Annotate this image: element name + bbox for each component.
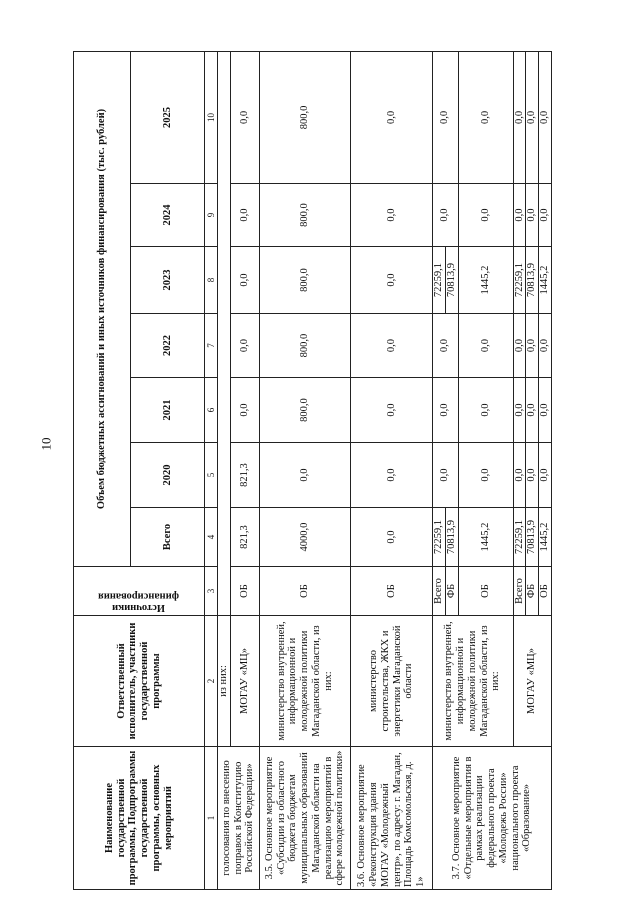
value-cell: 0,0	[351, 184, 433, 247]
value-cell: 800,0	[260, 184, 351, 247]
value-cell: 70813,9	[445, 247, 458, 314]
value-cell: 0,0	[526, 378, 539, 443]
value-cell: 70813,9	[526, 508, 539, 567]
header-year: 2024	[131, 184, 205, 247]
row-source: ФБ	[445, 567, 458, 616]
value-cell: 0,0	[231, 378, 260, 443]
value-cell: 0,0	[231, 314, 260, 378]
value-cell: 0,0	[513, 51, 526, 183]
table-row	[218, 51, 231, 889]
value-cell: 0,0	[231, 247, 260, 314]
value-cell: 0,0	[458, 51, 513, 183]
value-cell: 0,0	[433, 443, 459, 508]
value-cell: 72259,1	[433, 247, 446, 314]
value-cell: 0,0	[351, 378, 433, 443]
value-cell: 4000,0	[260, 508, 351, 567]
column-number: 9	[205, 184, 218, 247]
value-cell: 1445,2	[458, 247, 513, 314]
value-cell: 0,0	[526, 184, 539, 247]
value-cell: 0,0	[458, 443, 513, 508]
header-name: Наименование государственной программы, Подпрограммы государственной программы, основных мероприятий	[74, 747, 205, 890]
column-number: 4	[205, 508, 218, 567]
value-cell: 0,0	[433, 314, 459, 378]
value-cell: 1445,2	[539, 247, 552, 314]
value-cell: 0,0	[351, 314, 433, 378]
row-source: ФБ	[526, 567, 539, 616]
column-number: 5	[205, 443, 218, 508]
value-cell: 72259,1	[433, 508, 446, 567]
row-source: Всего	[513, 567, 526, 616]
row-name: 3.5. Основное мероприятие «Субсидии из областного бюджета бюджетам муниципальных образований Магаданской области на реализацию мероприятий в сфере молодежной политики»	[260, 747, 351, 890]
value-cell: 70813,9	[526, 247, 539, 314]
value-cell: 0,0	[513, 443, 526, 508]
value-cell: 800,0	[260, 378, 351, 443]
column-number: 2	[205, 616, 218, 747]
value-cell: 0,0	[513, 314, 526, 378]
header-source	[74, 567, 205, 616]
row-executor: министерство строительства, ЖКХ и энергетики Магаданской области	[351, 616, 433, 747]
row-executor: министерство внутренней, информационной и молодежной политики Магаданской области, из них:	[260, 616, 351, 747]
column-number: 3	[205, 567, 218, 616]
value-cell: 0,0	[458, 184, 513, 247]
value-cell: 0,0	[433, 184, 459, 247]
column-number: 1	[205, 747, 218, 890]
value-cell: 1445,2	[458, 508, 513, 567]
row-executor: министерство внутренней, информационной и молодежной политики Магаданской области, из них:	[433, 616, 514, 747]
value-cell: 0,0	[231, 184, 260, 247]
value-cell: 0,0	[458, 314, 513, 378]
value-cell: 72259,1	[513, 508, 526, 567]
value-cell: 0,0	[513, 184, 526, 247]
column-number: 8	[205, 247, 218, 314]
row-executor: из них:	[218, 616, 231, 747]
value-cell: 1445,2	[539, 508, 552, 567]
table-row	[351, 51, 433, 889]
header-source-text: Источники финансирования	[98, 590, 180, 613]
value-cell: 0,0	[526, 443, 539, 508]
value-cell: 0,0	[526, 51, 539, 183]
value-cell: 821,3	[231, 508, 260, 567]
row-name: 3.6. Основное мероприятие «Реконструкция здания МОГАУ «Молодежный центр», по адресу: г. Магадан, Площадь Комсомольская, д. 1»	[351, 747, 433, 890]
value-cell: 0,0	[351, 508, 433, 567]
value-cell: 0,0	[433, 51, 459, 183]
value-cell: 0,0	[231, 51, 260, 183]
row-source: Всего	[433, 567, 446, 616]
value-cell: 0,0	[539, 314, 552, 378]
row-source: ОБ	[458, 567, 513, 616]
page-number: 10	[38, 437, 54, 451]
header-year: 2025	[131, 51, 205, 183]
value-cell: 0,0	[351, 443, 433, 508]
row-source: ОБ	[260, 567, 351, 616]
value-cell: 800,0	[260, 314, 351, 378]
financing-table	[73, 51, 552, 890]
column-number: 7	[205, 314, 218, 378]
value-cell: 800,0	[260, 51, 351, 183]
column-number: 10	[205, 51, 218, 183]
row-source: ОБ	[351, 567, 433, 616]
row-name: голосования по внесению поправок в Конституцию Российской Федерации»	[218, 747, 260, 890]
value-cell: 821,3	[231, 443, 260, 508]
value-cell: 0,0	[260, 443, 351, 508]
header-year: 2021	[131, 378, 205, 443]
table-row	[260, 51, 351, 889]
header-year: 2020	[131, 443, 205, 508]
value-cell: 800,0	[260, 247, 351, 314]
header-total: Всего	[131, 508, 205, 567]
row-source: ОБ	[539, 567, 552, 616]
value-cell: 0,0	[513, 378, 526, 443]
header-row-1	[74, 51, 131, 889]
value-cell: 0,0	[539, 51, 552, 183]
row-name: 3.7. Основное мероприятие «Отдельные мероприятия в рамках реализации федерального проекта «Молодежь России» национального проекта «Образование»	[433, 747, 552, 890]
header-executor: Ответственный исполнитель, участники государственной программы	[74, 616, 205, 747]
row-executor: МОГАУ «МЦ»	[513, 616, 551, 747]
value-cell: 0,0	[539, 443, 552, 508]
rotated-table-container	[73, 52, 565, 890]
column-number-row	[205, 51, 218, 889]
header-year: 2022	[131, 314, 205, 378]
value-cell: 70813,9	[445, 508, 458, 567]
table-row	[433, 51, 446, 889]
row-executor: МОГАУ «МЦ»	[231, 616, 260, 747]
value-cell: 0,0	[351, 51, 433, 183]
header-financing: Объем бюджетных ассигнований и иных источников финансирования (тыс. рублей)	[74, 51, 131, 566]
value-cell: 0,0	[526, 314, 539, 378]
value-cell: 0,0	[539, 378, 552, 443]
value-cell: 72259,1	[513, 247, 526, 314]
value-cell: 0,0	[458, 378, 513, 443]
value-cell: 0,0	[351, 247, 433, 314]
column-number: 6	[205, 378, 218, 443]
empty-cell	[218, 51, 231, 615]
value-cell: 0,0	[539, 184, 552, 247]
value-cell: 0,0	[433, 378, 459, 443]
header-year: 2023	[131, 247, 205, 314]
row-source: ОБ	[231, 567, 260, 616]
